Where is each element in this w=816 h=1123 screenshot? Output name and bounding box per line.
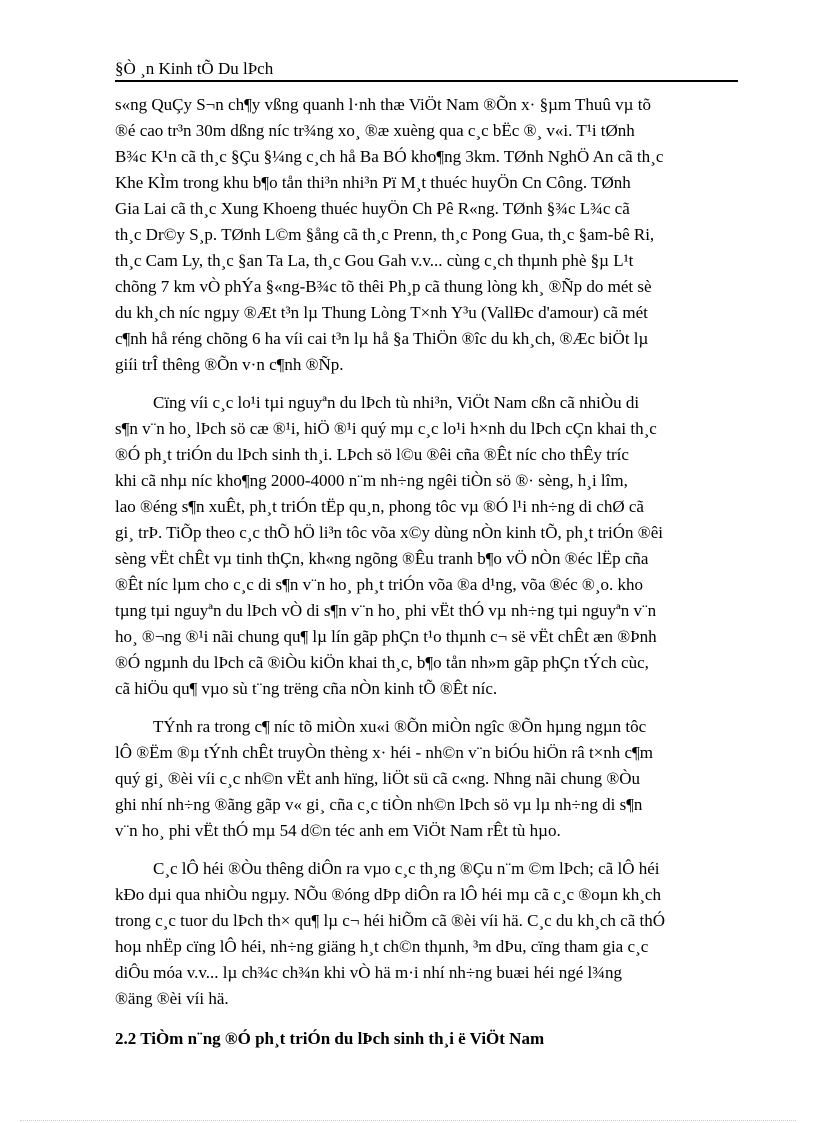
text-line: hoµ nhËp cïng lÔ héi, nh÷ng giäng h¸t ch©n thµnh, ³m dÞu, cïng tham gia c¸c	[115, 937, 649, 956]
paragraph-festival-tourism	[115, 856, 738, 1012]
document-body	[115, 92, 738, 1052]
text-line: cã hiÖu qu¶ vµo sù t¨ng trëng cña nÒn kinh tÕ ®Êt níc.	[115, 679, 498, 698]
running-header	[115, 58, 738, 80]
section-heading: 2.2 TiÒm n¨ng ®Ó ph¸t triÓn du lÞch sinh th¸i ë ViÖt Nam	[115, 1029, 545, 1048]
text-line: th¸c Dr©y S¸p. TØnh L©m §ång cã th¸c Prenn, th¸c Pong Gua, th¸c §am-bê Ri,	[115, 225, 655, 244]
text-line: ho¸ ®¬ng ®¹i nãi chung qu¶ lµ lín gãp phÇn t¹o thµnh c¬ së vËt chÊt æn ®Þnh	[115, 627, 657, 646]
text-line: B¾c K¹n cã th¸c §Çu §¼ng c¸ch hå Ba BÓ kho¶ng 3km. TØnh NghÖ An cã th¸c	[115, 147, 664, 166]
text-line: du kh¸ch níc ngµy ®Æt t³n lµ Thung Lòng T×nh Y³u (VallÐc d'amour) cã mét	[115, 303, 648, 322]
header-divider	[115, 80, 738, 82]
text-line: sèng vËt chÊt vµ tinh thÇn, kh«ng ngõng ®Êu tranh b¶o vÖ nÒn ®éc lËp cña	[115, 549, 649, 568]
text-line: chõng 7 km vÒ phÝa §«ng-B¾c tõ thêi Ph¸p cã thung lòng kh¸ ®Ñp do mét sè	[115, 277, 652, 296]
text-line: giíi trÎ thêng ®Õn v·n c¶nh ®Ñp.	[115, 355, 344, 374]
text-line: Cïng víi c¸c lo¹i tµi nguyªn du lÞch tù nhi³n, ViÖt Nam cßn cã nhiÒu di	[153, 393, 640, 412]
text-line: th¸c Cam Ly, th¸c §an Ta La, th¸c Gou Gah v.v... cùng c¸ch thµnh phè §µ L¹t	[115, 251, 634, 270]
text-line: khi cã nhµ níc kho¶ng 2000-4000 n¨m nh÷ng ngêi tiÒn sö ®· sèng, h¸i lîm,	[115, 471, 628, 490]
text-line: Khe KÌm trong khu b¶o tån thi³n nhi³n Pï M¸t thuéc huyÖn Cn Công. TØnh	[115, 173, 631, 192]
text-line: Gia Lai cã th¸c Xung Khoeng thuéc huyÖn Ch Pê R«ng. TØnh §¾c L¾c cã	[115, 199, 630, 218]
text-line: tµng tµi nguyªn du lÞch vÒ di s¶n v¨n ho¸ phi vËt thÓ vµ nh÷ng tµi nguyªn v¨n	[115, 601, 657, 620]
text-line: lÔ ®Ëm ®µ tÝnh chÊt truyÒn thèng x· héi - nh©n v¨n biÓu hiÖn râ t×nh c¶m	[115, 743, 653, 762]
text-line: diÔu móa v.v... lµ ch¾c ch¾n khi vÒ hä m·i nhí nh÷ng buæi héi ngé l¾ng	[115, 963, 623, 982]
text-line: ghi nhí nh÷ng ®ãng gãp v« gi¸ cña c¸c tiÒn nh©n lÞch sö vµ lµ nh÷ng di s¶n	[115, 795, 643, 814]
text-line: s«ng QuÇy S¬n ch¶y vßng quanh l·nh thæ ViÖt Nam ®Õn x· §µm Thuû vµ tõ	[115, 95, 651, 114]
paragraph-festivals-count	[115, 714, 738, 844]
header-title: §Ò ¸n Kinh tÕ Du lÞch	[115, 59, 274, 78]
text-line: quý gi¸ ®èi víi c¸c nh©n vËt anh hïng, liÖt sü cã c«ng. Nhng nãi chung ®Òu	[115, 769, 641, 788]
page-bottom-border	[20, 1120, 796, 1121]
text-line: trong c¸c tuor du lÞch th× qu¶ lµ c¬ héi hiÕm cã ®èi víi hä. C¸c du kh¸ch cã thÓ	[115, 911, 666, 930]
paragraph-cultural-heritage	[115, 390, 738, 702]
text-line: kÐo dµi qua nhiÒu ngµy. NÕu ®óng dÞp diÔn ra lÔ héi mµ cã c¸c ®oµn kh¸ch	[115, 885, 661, 904]
text-line: ®äng ®èi víi hä.	[115, 989, 229, 1008]
text-line: ®Ó ngµnh du lÞch cã ®iÒu kiÖn khai th¸c, b¶o tån nh»m gãp phÇn tÝch cùc,	[115, 653, 649, 672]
text-line: v¨n ho¸ phi vËt thÓ mµ 54 d©n téc anh em ViÖt Nam rÊt tù hµo.	[115, 821, 561, 840]
text-line: C¸c lÔ héi ®Òu thêng diÔn ra vµo c¸c th¸ng ®Çu n¨m ©m lÞch; cã lÔ héi	[153, 859, 660, 878]
text-line: c¶nh hå réng chõng 6 ha víi cai t³n lµ hå §a ThiÖn ®îc du kh¸ch, ®Æc biÖt lµ	[115, 329, 649, 348]
text-line: TÝnh ra trong c¶ níc tõ miÒn xu«i ®Õn miÒn ngîc ®Õn hµng ngµn tôc	[153, 717, 647, 736]
text-line: ®Ó ph¸t triÓn du lÞch sinh th¸i. LÞch sö l©u ®êi cña ®Êt níc cho thÊy tríc	[115, 445, 629, 464]
paragraph-waterfalls	[115, 92, 738, 378]
text-line: lao ®éng s¶n xuÊt, ph¸t triÓn tËp qu¸n, phong tôc vµ ®Ó l¹i nh÷ng di chØ cã	[115, 497, 644, 516]
text-line: gi¸ trÞ. TiÕp theo c¸c thÕ hÖ li³n tôc võa x©y dùng nÒn kinh tÕ, ph¸t triÓn ®êi	[115, 523, 663, 542]
text-line: ®Êt níc lµm cho c¸c di s¶n v¨n ho¸ ph¸t triÓn võa ®a d¹ng, võa ®éc ®¸o. kho	[115, 575, 643, 594]
text-line: s¶n v¨n ho¸ lÞch sö cæ ®¹i, hiÖ ®¹i quý mµ c¸c lo¹i h×nh du lÞch cÇn khai th¸c	[115, 419, 657, 438]
text-line: ®é cao tr³n 30m dßng níc tr¾ng xo¸ ®æ xuèng qua c¸c bËc ®¸ v«i. T¹i tØnh	[115, 121, 635, 140]
